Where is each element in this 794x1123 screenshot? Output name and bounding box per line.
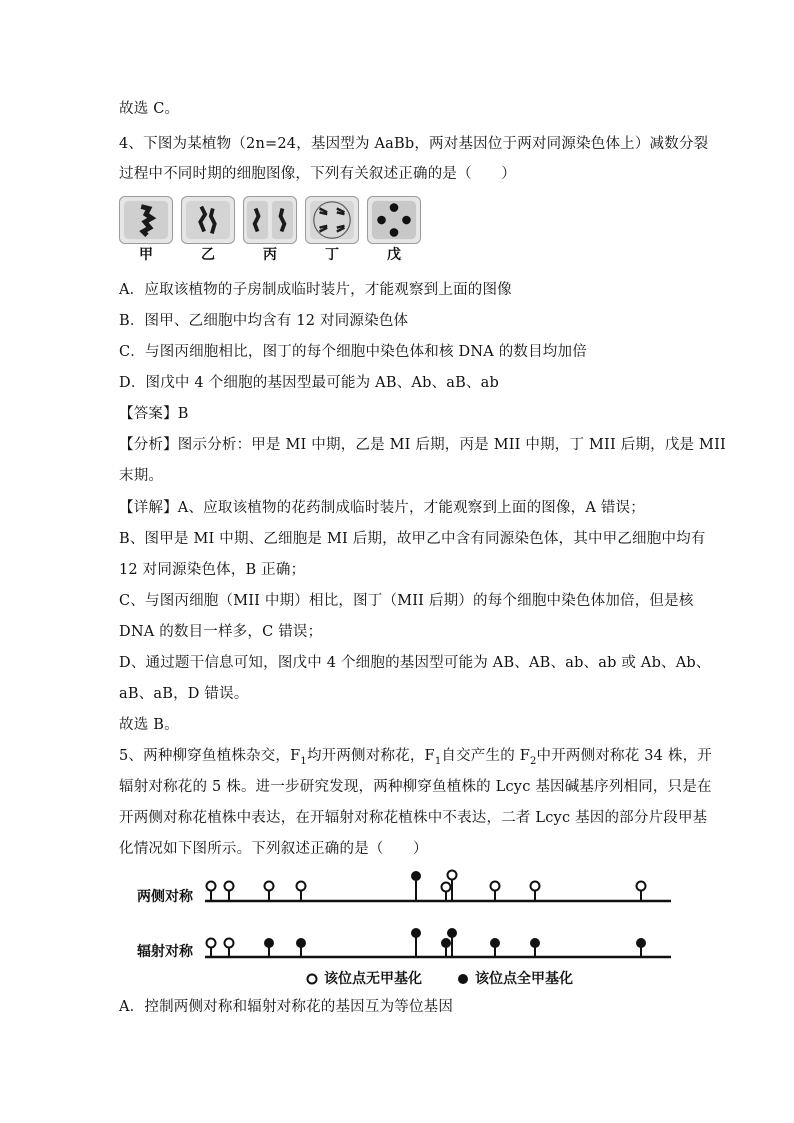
micrograph-ding	[305, 196, 359, 244]
label-bing: 丙	[263, 247, 277, 263]
label-wu: 戊	[387, 247, 401, 263]
site-r1-5	[411, 871, 421, 901]
detail-line-3: 12 对同源染色体，B 正确；	[119, 562, 306, 578]
detail-line-5: DNA 的数目一样多，C 错误；	[119, 624, 323, 640]
detail-line-2: B、图甲是 MI 中期、乙细胞是 MI 后期，故甲乙中含有同源染色体，其中甲乙细胞中均有	[119, 531, 706, 547]
legend-unmethylated: 该位点无甲基化	[324, 971, 422, 987]
micrograph-wu	[367, 196, 421, 244]
site-r2-3	[264, 938, 274, 957]
micrograph-jia	[119, 196, 173, 244]
detail-line-1: 【详解】A、应取该植物的花药制成临时装片，才能观察到上面的图像，A 错误；	[119, 500, 645, 516]
option-d: D．图戊中 4 个细胞的基因型最可能为 AB、Ab、aB、ab	[119, 375, 499, 391]
text-line-1: 故选 C。	[119, 101, 180, 117]
site-r2-9	[530, 938, 540, 957]
site-r2-8	[490, 938, 500, 957]
legend-filled-circle-icon	[458, 974, 468, 984]
option-b: B．图甲、乙细胞中均含有 12 对同源染色体	[119, 313, 409, 329]
label-yi: 乙	[201, 247, 215, 263]
site-r1-1	[207, 882, 216, 902]
option-c: C．与图丙细胞相比，图丁的每个细胞中染色体和核 DNA 的数目均加倍	[119, 344, 587, 360]
answer-line: 【答案】B	[119, 406, 189, 422]
question-4-stem-2: 过程中不同时期的细胞图像，下列有关叙述正确的是（ ）	[119, 166, 516, 182]
detail-line-4: C、与图丙细胞（MII 中期）相比，图丁（MII 后期）的每个细胞中染色体加倍，但是核	[119, 593, 694, 609]
site-r2-4	[296, 938, 306, 957]
methylation-diagram	[119, 864, 679, 996]
site-r2-2	[225, 939, 234, 958]
question-4-stem-1: 4、下图为某植物（2n=24，基因型为 AaBb，两对基因位于两对同源染色体上）减数分裂	[119, 136, 709, 152]
micrograph-yi	[181, 196, 235, 244]
site-r1-4	[297, 882, 306, 902]
option-a: A．应取该植物的子房制成临时装片，才能观察到上面的图像	[119, 282, 512, 298]
site-r2-1	[207, 939, 216, 958]
question-5-stem-3: 开两侧对称花植株中表达，在开辐射对称花植株中不表达，二者 Lcyc 基因的部分片段甲基	[119, 810, 708, 826]
site-r1-10	[637, 882, 646, 902]
site-r1-2	[225, 882, 234, 902]
site-r1-9	[531, 882, 540, 902]
site-r2-6	[441, 938, 451, 957]
label-ding: 丁	[325, 247, 339, 263]
row-label-bilateral: 两侧对称	[137, 889, 193, 905]
site-r1-8	[491, 882, 500, 902]
micrograph-bing	[243, 196, 297, 244]
question-5-stem-1: 5、两种柳穿鱼植株杂交，$F_1$均开两侧对称花，$F_1$自交产生的 $F_2$中开两侧对称花 34 株，开	[119, 748, 712, 767]
meiosis-micrograph-strip	[119, 196, 409, 262]
label-jia: 甲	[139, 247, 153, 263]
site-r1-6	[442, 883, 451, 902]
analysis-line-1: 【分析】图示分析：甲是 MI 中期，乙是 MI 后期，丙是 MII 中期，丁 MII 后期，戊是 MII	[119, 437, 726, 453]
detail-line-7: aB、aB，D 错误。	[119, 686, 249, 702]
legend-methylated: 该位点全甲基化	[475, 971, 573, 987]
site-r2-5	[411, 928, 421, 957]
question-5-stem-2: 辐射对称花的 5 株。进一步研究发现，两种柳穿鱼植株的 Lcyc 基因碱基序列相同，只是在	[119, 779, 712, 795]
final-choice-line: 故选 B。	[119, 717, 179, 733]
detail-line-6: D、通过题干信息可知，图戊中 4 个细胞的基因型可能为 AB、AB、ab、ab 或 Ab、Ab、	[119, 655, 711, 671]
site-r2-10	[636, 938, 646, 957]
question-5-stem-4: 化情况如下图所示。下列叙述正确的是（ ）	[119, 841, 428, 857]
analysis-line-2: 末期。	[119, 468, 164, 484]
site-r1-3	[265, 882, 274, 902]
legend-open-circle-icon	[308, 975, 317, 984]
question-5-option-a: A．控制两侧对称和辐射对称花的基因互为等位基因	[119, 999, 454, 1015]
row-label-radial: 辐射对称	[137, 944, 193, 960]
